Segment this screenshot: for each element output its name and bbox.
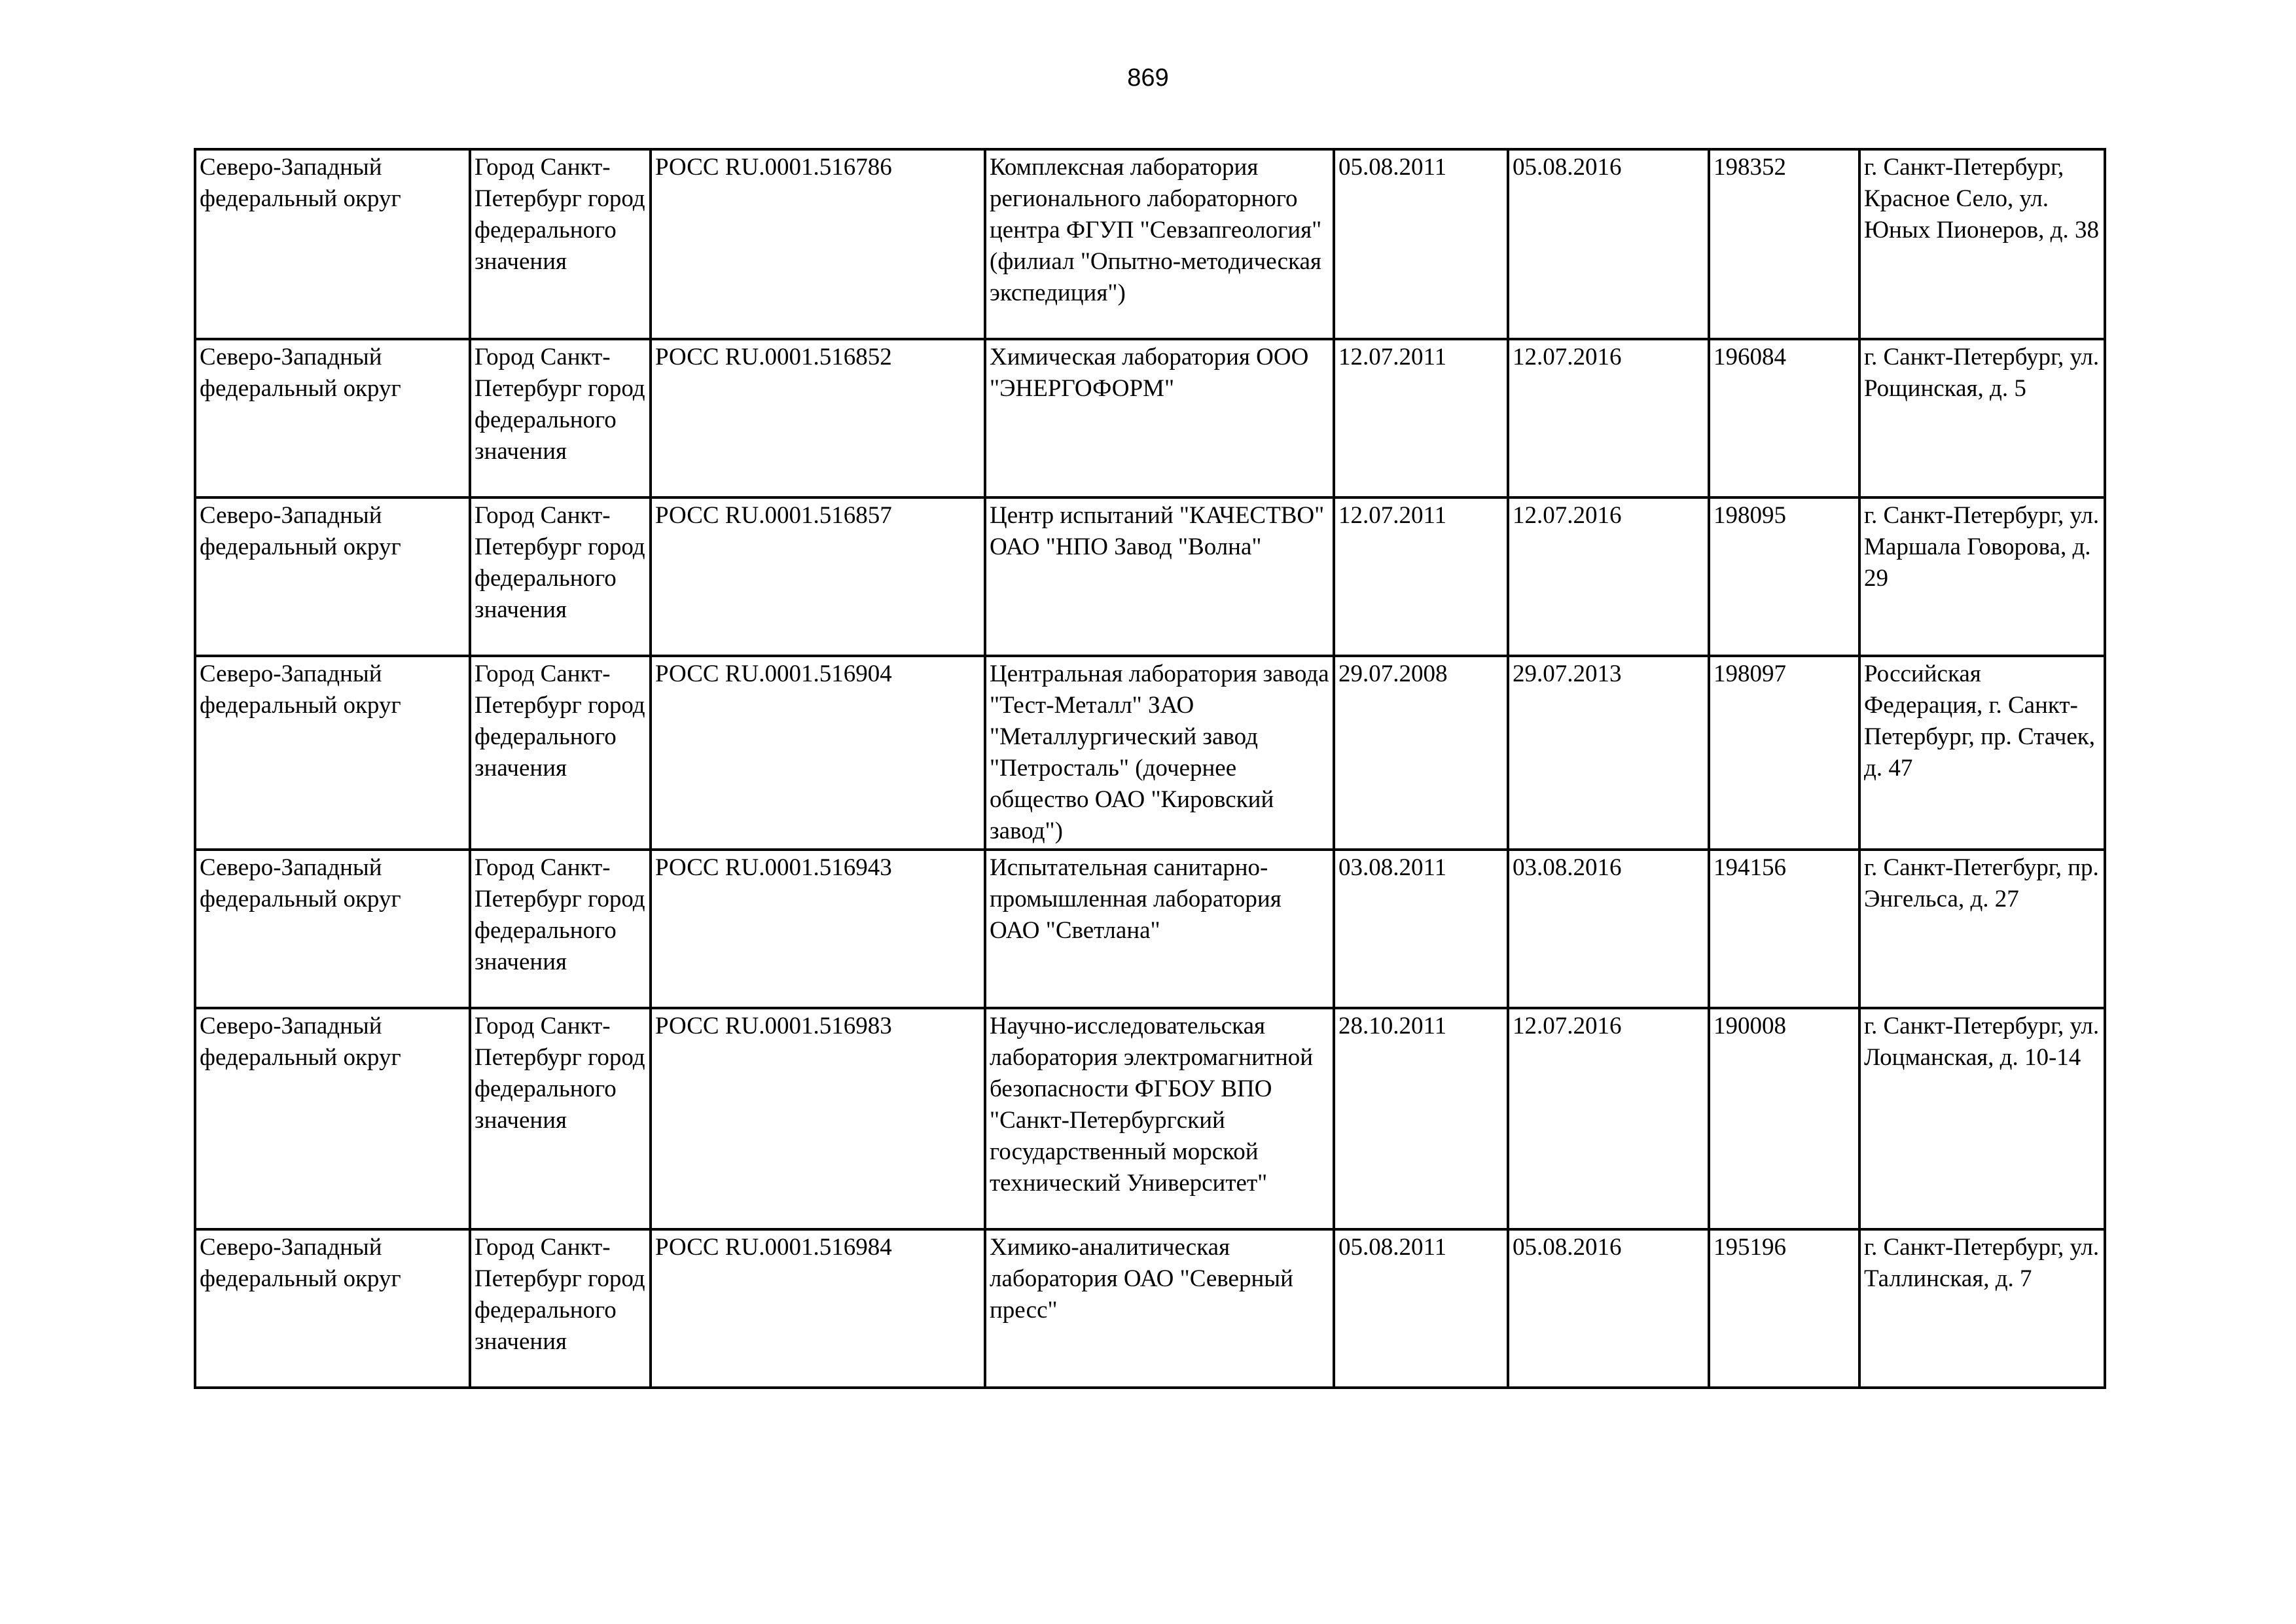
certificate-number-cell: РОСС RU.0001.516983 (651, 1008, 985, 1229)
certificate-number-cell: РОСС RU.0001.516852 (651, 339, 985, 497)
postcode-cell: 198352 (1709, 149, 1859, 339)
certificate-number-cell: РОСС RU.0001.516904 (651, 656, 985, 850)
valid-from-cell: 05.08.2011 (1334, 149, 1508, 339)
valid-to-cell: 12.07.2016 (1508, 339, 1709, 497)
federal-district-cell: Северо-Западный федеральный округ (195, 149, 470, 339)
table-row (195, 149, 2105, 339)
address-cell: г. Санкт-Петегбург, пр. Энгельса, д. 27 (1859, 850, 2105, 1008)
certificate-number-cell: РОСС RU.0001.516943 (651, 850, 985, 1008)
table-row (195, 850, 2105, 1008)
federal-district-cell: Северо-Западный федеральный округ (195, 850, 470, 1008)
postcode-cell: 198097 (1709, 656, 1859, 850)
region-cell: Город Санкт-Петербург город федерального значения (470, 1008, 651, 1229)
federal-district-cell: Северо-Западный федеральный округ (195, 497, 470, 656)
laboratory-name-cell: Химическая лаборатория ООО "ЭНЕРГОФОРМ" (985, 339, 1334, 497)
address-cell: г. Санкт-Петербург, ул. Таллинская, д. 7 (1859, 1229, 2105, 1388)
postcode-cell: 190008 (1709, 1008, 1859, 1229)
valid-from-cell: 28.10.2011 (1334, 1008, 1508, 1229)
federal-district-cell: Северо-Западный федеральный округ (195, 1008, 470, 1229)
valid-from-cell: 03.08.2011 (1334, 850, 1508, 1008)
valid-to-cell: 29.07.2013 (1508, 656, 1709, 850)
registry-table (194, 148, 2106, 1389)
address-cell: г. Санкт-Петербург, ул. Маршала Говорова, д. 29 (1859, 497, 2105, 656)
table-row (195, 1229, 2105, 1388)
region-cell: Город Санкт-Петербург город федерального значения (470, 850, 651, 1008)
valid-from-cell: 12.07.2011 (1334, 339, 1508, 497)
valid-to-cell: 05.08.2016 (1508, 149, 1709, 339)
valid-to-cell: 03.08.2016 (1508, 850, 1709, 1008)
page-number: 869 (1127, 64, 1169, 92)
valid-to-cell: 12.07.2016 (1508, 497, 1709, 656)
valid-to-cell: 12.07.2016 (1508, 1008, 1709, 1229)
table-row (195, 656, 2105, 850)
postcode-cell: 198095 (1709, 497, 1859, 656)
address-cell: г. Санкт-Петербург, ул. Рощинская, д. 5 (1859, 339, 2105, 497)
region-cell: Город Санкт-Петербург город федерального значения (470, 339, 651, 497)
certificate-number-cell: РОСС RU.0001.516857 (651, 497, 985, 656)
postcode-cell: 196084 (1709, 339, 1859, 497)
region-cell: Город Санкт-Петербург город федерального значения (470, 656, 651, 850)
federal-district-cell: Северо-Западный федеральный округ (195, 1229, 470, 1388)
address-cell: Российская Федерация, г. Санкт-Петербург, пр. Стачек, д. 47 (1859, 656, 2105, 850)
federal-district-cell: Северо-Западный федеральный округ (195, 339, 470, 497)
region-cell: Город Санкт-Петербург город федерального значения (470, 1229, 651, 1388)
postcode-cell: 195196 (1709, 1229, 1859, 1388)
address-cell: г. Санкт-Петербург, Красное Село, ул. Юных Пионеров, д. 38 (1859, 149, 2105, 339)
postcode-cell: 194156 (1709, 850, 1859, 1008)
laboratory-name-cell: Центр испытаний "КАЧЕСТВО" ОАО "НПО Завод "Волна" (985, 497, 1334, 656)
federal-district-cell: Северо-Западный федеральный округ (195, 656, 470, 850)
table-row (195, 339, 2105, 497)
valid-from-cell: 12.07.2011 (1334, 497, 1508, 656)
laboratory-name-cell: Комплексная лаборатория регионального лабораторного центра ФГУП "Севзапгеология" (филиал "Опытно-методическая экспедиция") (985, 149, 1334, 339)
laboratory-name-cell: Центральная лаборатория завода "Тест-Металл" ЗАО "Металлургический завод "Петросталь" (дочернее общество ОАО "Кировский завод") (985, 656, 1334, 850)
table-row (195, 497, 2105, 656)
valid-from-cell: 05.08.2011 (1334, 1229, 1508, 1388)
laboratory-name-cell: Химико-аналитическая лаборатория ОАО "Северный пресс" (985, 1229, 1334, 1388)
certificate-number-cell: РОСС RU.0001.516786 (651, 149, 985, 339)
certificate-number-cell: РОСС RU.0001.516984 (651, 1229, 985, 1388)
region-cell: Город Санкт-Петербург город федерального значения (470, 497, 651, 656)
laboratory-name-cell: Испытательная санитарно-промышленная лаборатория ОАО "Светлана" (985, 850, 1334, 1008)
region-cell: Город Санкт-Петербург город федерального значения (470, 149, 651, 339)
laboratory-name-cell: Научно-исследовательская лаборатория электромагнитной безопасности ФГБОУ ВПО "Санкт-Петербургский государственный морской технический Университет" (985, 1008, 1334, 1229)
address-cell: г. Санкт-Петербург, ул. Лоцманская, д. 10-14 (1859, 1008, 2105, 1229)
valid-from-cell: 29.07.2008 (1334, 656, 1508, 850)
table-row (195, 1008, 2105, 1229)
valid-to-cell: 05.08.2016 (1508, 1229, 1709, 1388)
